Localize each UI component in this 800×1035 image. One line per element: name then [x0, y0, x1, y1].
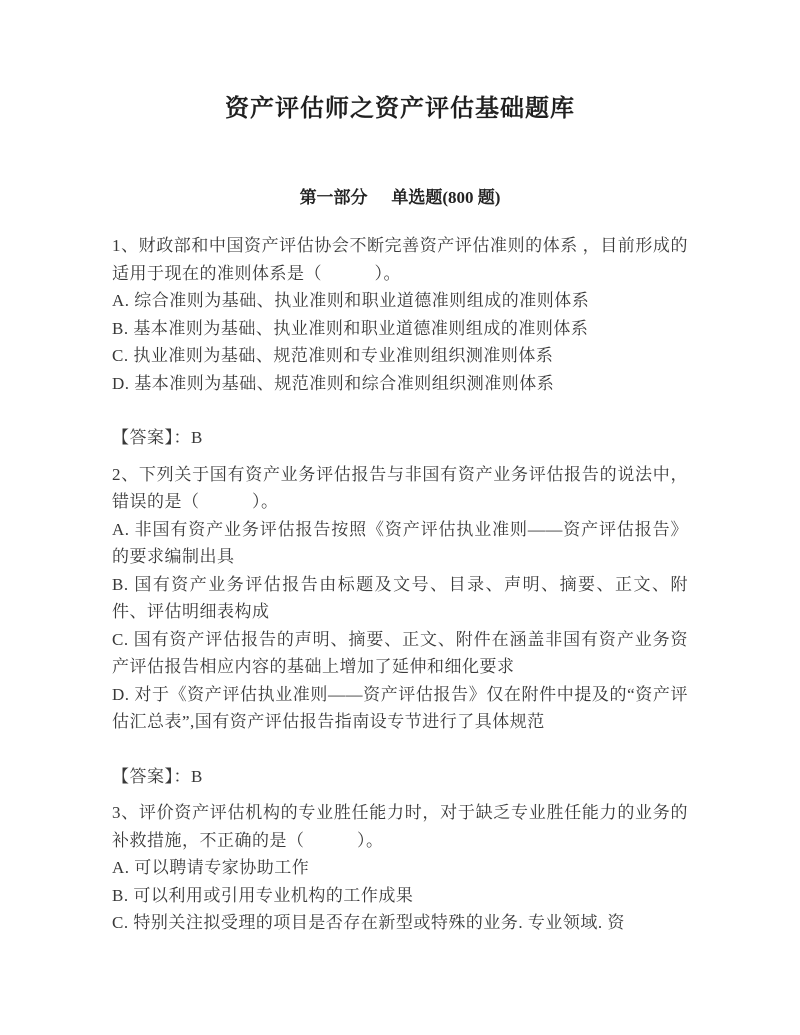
question-1 [112, 232, 688, 452]
question-3-option-c: C. 特别关注拟受理的项目是否存在新型或特殊的业务. 专业领域. 资 [112, 913, 625, 932]
question-3-option-b: B. 可以利用或引用专业机构的工作成果 [112, 885, 414, 905]
question-2-answer: 【答案】：B [112, 766, 203, 786]
section-part-label: 第一部分 [299, 188, 368, 207]
question-3 [112, 799, 688, 937]
section-heading [112, 183, 688, 208]
question-3-option-a: A. 可以聘请专家协助工作 [112, 858, 310, 877]
question-1-option-c: C. 执业准则为基础、规范准则和专业准则组织测准则体系 [112, 346, 554, 365]
question-2-option-d: D. 对于《资产评估执业准则——资产评估报告》仅在附件中提及的“资产评估汇总表”,国有资产评估报告指南设专节进行了具体规范 [112, 684, 688, 731]
page-title: 资产评估师之资产评估基础题库 [225, 96, 575, 122]
question-1-option-d: D. 基本准则为基础、规范准则和综合准则组织测准则体系 [112, 373, 555, 393]
question-2-stem: 2、下列关于国有资产业务评估报告与非国有资产业务评估报告的说法中，错误的是（ ）。 [112, 464, 688, 511]
question-1-option-b: B. 基本准则为基础、执业准则和职业道德准则组成的准则体系 [112, 318, 589, 338]
question-3-stem: 3、评价资产评估机构的专业胜任能力时，对于缺乏专业胜任能力的业务的补救措施，不正确的是（ ）。 [112, 803, 688, 850]
question-2 [112, 461, 688, 791]
section-type-label: 单选题(800 题) [391, 188, 501, 207]
question-1-answer: 【答案】：B [112, 428, 203, 447]
question-2-option-b: B. 国有资产业务评估报告由标题及文号、目录、声明、摘要、正文、附件、评估明细表构成 [112, 574, 688, 621]
question-1-option-a: A. 综合准则为基础、执业准则和职业道德准则组成的准则体系 [112, 291, 590, 310]
question-2-option-c: C. 国有资产评估报告的声明、摘要、正文、附件在涵盖非国有资产业务资产评估报告相应内容的基础上增加了延伸和细化要求 [112, 629, 688, 676]
question-1-stem: 1、财政部和中国资产评估协会不断完善资产评估准则的体系 ，目前形成的适用于现在的准则体系是（ ）。 [112, 236, 688, 283]
question-2-option-a: A. 非国有资产业务评估报告按照《资产评估执业准则——资产评估报告》的要求编制出具 [112, 519, 688, 566]
